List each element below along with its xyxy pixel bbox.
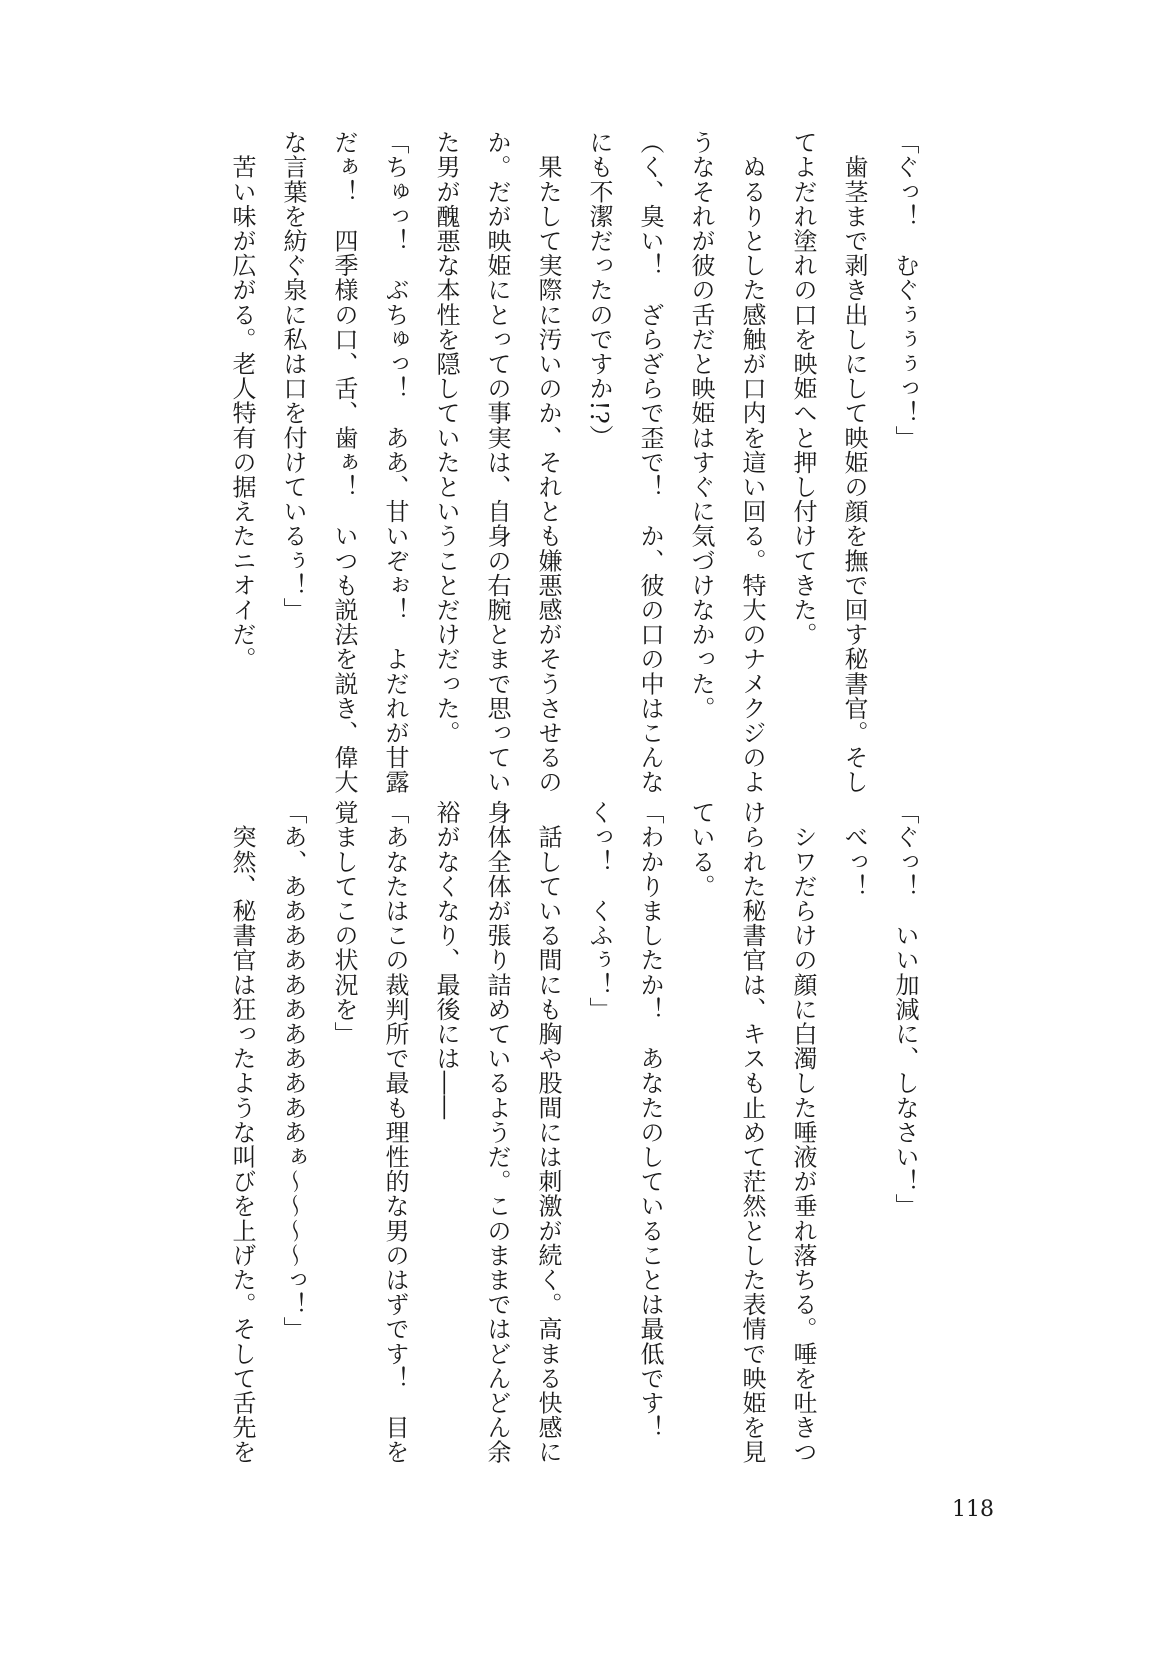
text-column: た男が醜悪な本性を隠していたということだけだった。 <box>432 130 460 745</box>
text-column: 話している間にも胸や股間には刺激が続く。高まる快感に <box>534 800 562 1465</box>
text-column: べっ！ <box>840 800 868 899</box>
text-column: くっ！ くふぅ！」 <box>585 800 613 1022</box>
text-column: 「わかりましたか！ あなたのしていることは最低です！ <box>636 800 664 1440</box>
text-column: 「あ、あああああああああああぁ〜〜〜〜っ！」 <box>279 800 307 1342</box>
text-column: 身体全体が張り詰めているようだ。このままではどんどん余 <box>483 800 511 1465</box>
text-column: 苦い味が広がる。老人特有の据えたニオイだ。 <box>228 130 256 672</box>
text-column: シワだらけの顔に白濁した唾液が垂れ落ちる。唾を吐きつ <box>789 800 817 1465</box>
text-column: 「あなたはこの裁判所で最も理性的な男のはずです！ 目を <box>381 800 409 1465</box>
text-column: だぁ！ 四季様の口、舌、歯ぁ！ いつも説法を説き、偉大 <box>330 130 358 795</box>
text-column: てよだれ塗れの口を映姫へと押し付けてきた。 <box>789 130 817 647</box>
text-column: 「ちゅっ！ ぶちゅっ！ ああ、甘いぞぉ！ よだれが甘露 <box>381 130 409 795</box>
text-column: 突然、秘書官は狂ったような叫びを上げた。そして舌先を <box>228 800 256 1465</box>
text-column: ぬるりとした感触が口内を這い回る。特大のナメクジのよ <box>738 130 766 795</box>
text-column: 「ぐっ！ いい加減に、しなさい！」 <box>891 800 919 1219</box>
lower-text-block <box>216 800 930 1470</box>
text-column: 歯茎まで剥き出しにして映姫の顔を撫で回す秘書官。そし <box>840 130 868 795</box>
upper-text-block <box>216 130 930 795</box>
text-column: 「ぐっ！ むぐぅぅぅっ！」 <box>891 130 919 450</box>
text-column: にも不潔だったのですか!?） <box>585 130 613 449</box>
text-column: な言葉を紡ぐ泉に私は口を付けているぅ！」 <box>279 130 307 622</box>
text-column: けられた秘書官は、キスも止めて茫然とした表情で映姫を見 <box>738 800 766 1465</box>
text-column: ている。 <box>687 800 715 899</box>
text-column: 覚ましてこの状況を」 <box>330 800 358 1046</box>
text-column: うなそれが彼の舌だと映姫はすぐに気づけなかった。 <box>687 130 715 721</box>
text-column: 果たして実際に汚いのか、それとも嫌悪感がそうさせるの <box>534 130 562 795</box>
page-number: 118 <box>952 1497 994 1522</box>
text-column: 裕がなくなり、最後には―― <box>432 800 460 1120</box>
text-column: か。だが映姫にとっての事実は、自身の右腕とまで思ってい <box>483 130 511 795</box>
text-column: （く、臭い！ ざらざらで歪で！ か、彼の口の中はこんな <box>636 130 664 795</box>
